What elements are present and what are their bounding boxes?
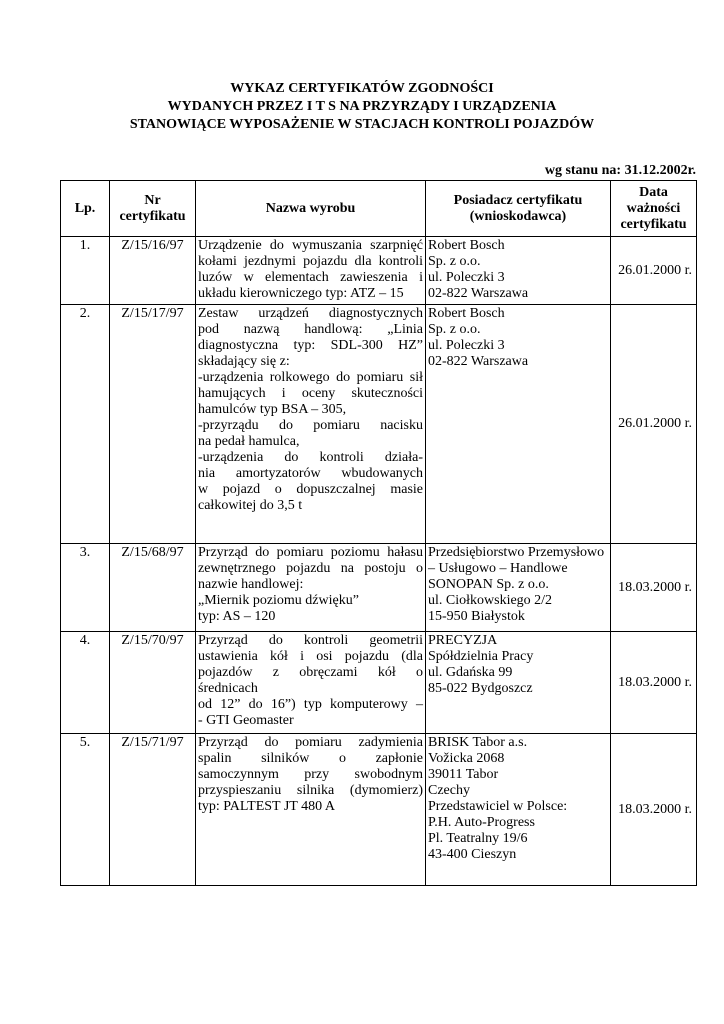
cell-certificate-number: Z/15/71/97 bbox=[110, 734, 196, 886]
cell-validity-date: 26.01.2000 r. bbox=[611, 237, 697, 305]
holder-line: Przedsiębiorstwo Przemysłowo bbox=[428, 545, 605, 560]
product-name-line: spalin silników o zapłonie bbox=[198, 751, 423, 766]
cell-product-name bbox=[196, 305, 426, 544]
product-name-line: w pojazd o dopuszczalnej masie bbox=[198, 482, 423, 497]
product-name-line: kołami jezdnymi pojazdu dla kontroli bbox=[198, 254, 423, 269]
product-name-line: samoczynnym przy swobodnym bbox=[198, 767, 423, 782]
product-name-line: zewnętrznego pojazdu na postoju o bbox=[198, 561, 423, 576]
product-name-line: -przyrządu do pomiaru nacisku bbox=[198, 418, 423, 433]
cell-validity-date: 26.01.2000 r. bbox=[611, 305, 697, 544]
holder-line: 43-400 Cieszyn bbox=[428, 847, 517, 862]
holder-line: 15-950 Białystok bbox=[428, 609, 525, 624]
product-name-line: Urządzenie do wymuszania szarpnięć bbox=[198, 238, 423, 253]
table-row bbox=[61, 237, 697, 305]
cell-certificate-number: Z/15/17/97 bbox=[110, 305, 196, 544]
holder-line: 02-822 Warszawa bbox=[428, 286, 529, 301]
cell-certificate-holder bbox=[426, 632, 611, 734]
title-line-2: WYDANYCH PRZEZ I T S NA PRZYRZĄDY I URZĄDZENIA bbox=[167, 99, 557, 114]
cell-validity-date: 18.03.2000 r. bbox=[611, 632, 697, 734]
header-valid: Data ważności certyfikatu bbox=[611, 181, 697, 237]
product-name-line: hamulców typ BSA – 305, bbox=[198, 402, 347, 417]
product-name-line: Przyrząd do pomiaru poziomu hałasu bbox=[198, 545, 423, 560]
product-name-line: typ: AS – 120 bbox=[198, 609, 276, 624]
cell-product-name bbox=[196, 632, 426, 734]
table-row bbox=[61, 544, 697, 632]
holder-line: 39011 Tabor bbox=[428, 767, 499, 782]
product-name-line: przyspieszaniu silnika (dymomierz) bbox=[198, 783, 423, 798]
holder-line: Pl. Teatralny 19/6 bbox=[428, 831, 528, 846]
cell-lp: 2. bbox=[61, 305, 110, 544]
holder-line: Vožicka 2068 bbox=[428, 751, 505, 766]
holder-line: Sp. z o.o. bbox=[428, 322, 481, 337]
holder-line: – Usługowo – Handlowe bbox=[428, 561, 568, 576]
cell-certificate-holder bbox=[426, 305, 611, 544]
holder-line: P.H. Auto-Progress bbox=[428, 815, 535, 830]
holder-line: BRISK Tabor a.s. bbox=[428, 735, 528, 750]
cell-certificate-number: Z/15/16/97 bbox=[110, 237, 196, 305]
holder-line: Sp. z o.o. bbox=[428, 254, 481, 269]
holder-line: 85-022 Bydgoszcz bbox=[428, 681, 533, 696]
holder-line: ul. Poleczki 3 bbox=[428, 270, 505, 285]
product-name-line: - GTI Geomaster bbox=[198, 713, 294, 728]
cell-product-name bbox=[196, 734, 426, 886]
holder-line: ul. Gdańska 99 bbox=[428, 665, 513, 680]
holder-line: ul. Ciołkowskiego 2/2 bbox=[428, 593, 553, 608]
product-name-line: „Miernik poziomu dźwięku” bbox=[198, 593, 359, 608]
certificates-table bbox=[60, 180, 697, 886]
cell-certificate-number: Z/15/70/97 bbox=[110, 632, 196, 734]
title-line-3: STANOWIĄCE WYPOSAŻENIE W STACJACH KONTROLI POJAZDÓW bbox=[129, 117, 595, 132]
header-name: Nazwa wyrobu bbox=[196, 181, 426, 237]
cell-lp: 1. bbox=[61, 237, 110, 305]
cell-certificate-holder bbox=[426, 544, 611, 632]
product-name-line: układu kierowniczego typ: ATZ – 15 bbox=[198, 286, 404, 301]
table-row bbox=[61, 305, 697, 544]
table-row bbox=[61, 632, 697, 734]
product-name-line: Zestaw urządzeń diagnostycznych bbox=[198, 306, 423, 321]
product-name-line: -urządzenia rolkowego do pomiaru sił bbox=[198, 370, 423, 385]
header-nr: Nr certyfikatu bbox=[110, 181, 196, 237]
product-name-line: hamujących i oceny skuteczności bbox=[198, 386, 423, 401]
holder-line: Spółdzielnia Pracy bbox=[428, 649, 534, 664]
table-header-row bbox=[61, 181, 697, 237]
holder-line: ul. Poleczki 3 bbox=[428, 338, 505, 353]
product-name-line: Przyrząd do kontroli geometrii bbox=[198, 633, 423, 648]
cell-product-name bbox=[196, 237, 426, 305]
product-name-line: pod nazwą handlową: „Linia bbox=[198, 322, 423, 337]
product-name-line: od 12” do 16”) typ komputerowy – bbox=[198, 697, 423, 712]
holder-line: Robert Bosch bbox=[428, 238, 505, 253]
holder-line: 02-822 Warszawa bbox=[428, 354, 529, 369]
product-name-line: na pedał hamulca, bbox=[198, 434, 300, 449]
product-name-line: diagnostyczna typ: SDL-300 HZ” bbox=[198, 338, 423, 353]
product-name-line: całkowitej do 3,5 t bbox=[198, 498, 303, 513]
holder-line: PRECYZJA bbox=[428, 633, 498, 648]
holder-line: Czechy bbox=[428, 783, 470, 798]
header-lp: Lp. bbox=[61, 181, 110, 237]
cell-certificate-holder bbox=[426, 734, 611, 886]
product-name-line: pojazdów z obręczami kół o bbox=[198, 665, 423, 680]
document-title bbox=[0, 80, 724, 134]
product-name-line: typ: PALTEST JT 480 A bbox=[198, 799, 335, 814]
product-name-line: średnicach bbox=[198, 681, 258, 696]
cell-certificate-number: Z/15/68/97 bbox=[110, 544, 196, 632]
cell-lp: 4. bbox=[61, 632, 110, 734]
as-of-date: wg stanu na: 31.12.2002r. bbox=[544, 163, 696, 178]
cell-validity-date: 18.03.2000 r. bbox=[611, 734, 697, 886]
cell-lp: 3. bbox=[61, 544, 110, 632]
product-name-line: Przyrząd do pomiaru zadymienia bbox=[198, 735, 423, 750]
holder-line: SONOPAN Sp. z o.o. bbox=[428, 577, 549, 592]
table-row bbox=[61, 734, 697, 886]
product-name-line: składający się z: bbox=[198, 354, 290, 369]
product-name-line: nia amortyzatorów wbudowanych bbox=[198, 466, 423, 481]
product-name-line: ustawienia kół i osi pojazdu (dla bbox=[198, 649, 423, 664]
cell-certificate-holder bbox=[426, 237, 611, 305]
holder-line: Przedstawiciel w Polsce: bbox=[428, 799, 568, 814]
product-name-line: luzów w elementach zawieszenia i bbox=[198, 270, 423, 285]
title-line-1: WYKAZ CERTYFIKATÓW ZGODNOŚCI bbox=[230, 81, 494, 96]
product-name-line: -urządzenia do kontroli działa- bbox=[198, 450, 423, 465]
cell-lp: 5. bbox=[61, 734, 110, 886]
holder-line: Robert Bosch bbox=[428, 306, 505, 321]
product-name-line: nazwie handlowej: bbox=[198, 577, 304, 592]
cell-validity-date: 18.03.2000 r. bbox=[611, 544, 697, 632]
header-holder: Posiadacz certyfikatu (wnioskodawca) bbox=[426, 181, 611, 237]
cell-product-name bbox=[196, 544, 426, 632]
